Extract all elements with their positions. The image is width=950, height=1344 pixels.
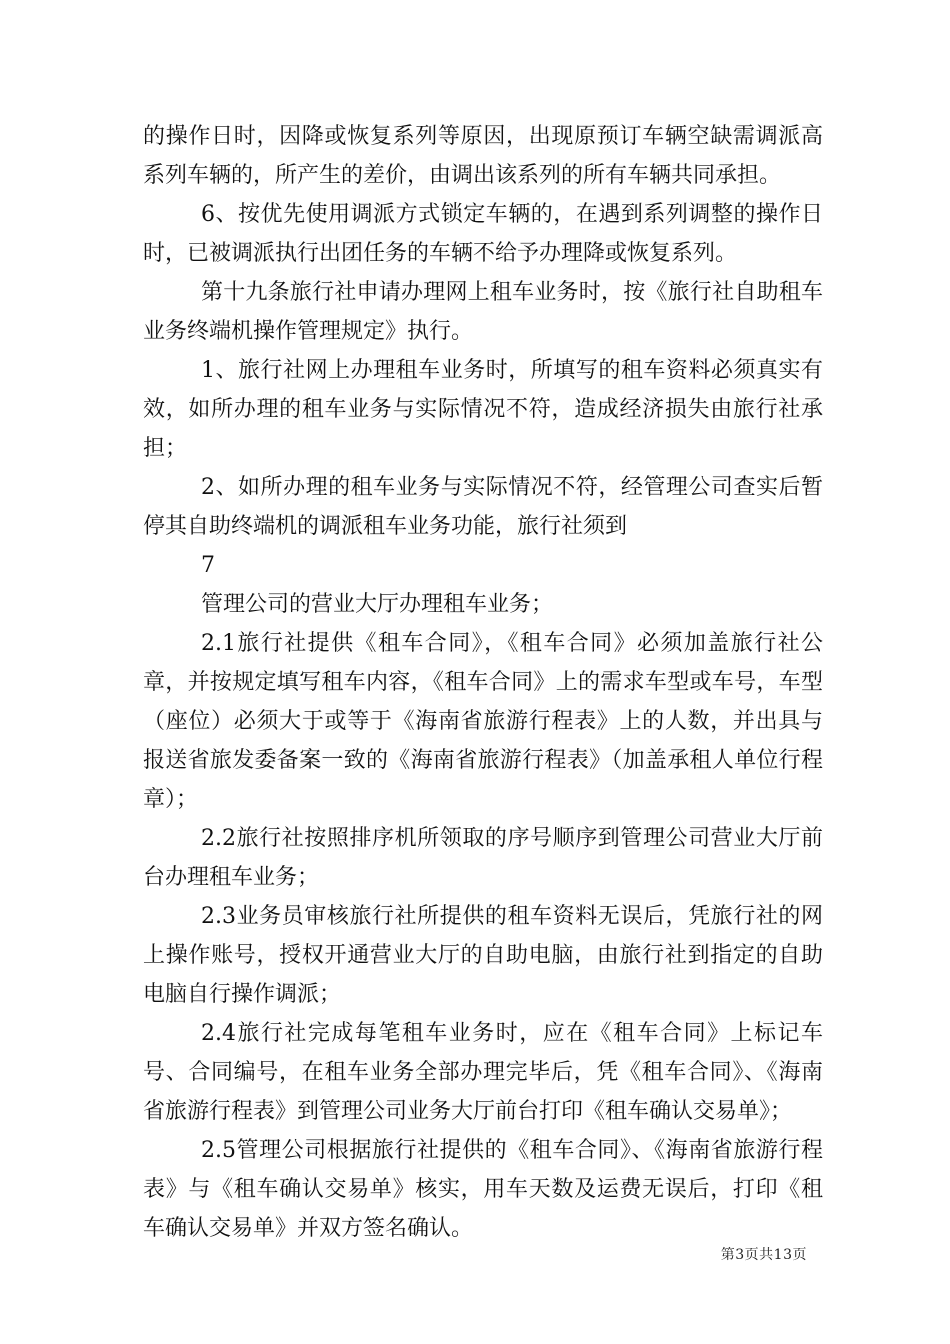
paragraph-article-19: 第十九条旅行社申请办理网上租车业务时，按《旅行社自助租车业务终端机操作管理规定》执行。 [143,280,823,344]
paragraph-item-2-5: 2.5管理公司根据旅行社提供的《租车合同》、《海南省旅游行程表》与《租车确认交易单》核实，用车天数及运费无误后，打印《租车确认交易单》并双方签名确认。 [143,1138,823,1241]
paragraph-item-2-continued: 管理公司的营业大厅办理租车业务； [201,592,554,617]
paragraph-continuation: 的操作日时，因降或恢复系列等原因，出现原预订车辆空缺需调派高系列车辆的，所产生的差价，由调出该系列的所有车辆共同承担。 [143,124,823,188]
paragraph-item-2-4: 2.4旅行社完成每笔租车业务时，应在《租车合同》上标记车号、合同编号，在租车业务全部办理完毕后，凭《租车合同》、《海南省旅游行程表》到管理公司业务大厅前台打印《租车确认交易单》； [143,1021,823,1124]
paragraph-item-1: 1、旅行社网上办理租车业务时，所填写的租车资料必须真实有效，如所办理的租车业务与实际情况不符，造成经济损失由旅行社承担； [143,358,823,461]
page-footer: 第3页共13页 [720,1247,807,1263]
paragraph-item-6: 6、按优先使用调派方式锁定车辆的，在遇到系列调整的操作日时，已被调派执行出团任务的车辆不给予办理降或恢复系列。 [143,202,823,266]
inline-page-number: 7 [201,553,215,578]
document-body [143,117,823,1248]
paragraph-item-2-3: 2.3业务员审核旅行社所提供的租车资料无误后，凭旅行社的网上操作账号，授权开通营业大厅的自助电脑，由旅行社到指定的自助电脑自行操作调派； [143,904,823,1007]
paragraph-item-2-1: 2.1旅行社提供《租车合同》，《租车合同》必须加盖旅行社公章，并按规定填写租车内容，《租车合同》上的需求车型或车号，车型（座位）必须大于或等于《海南省旅游行程表》上的人数，并出具与报送省旅发委备案一致的《海南省旅游行程表》（加盖承租人单位行程章）； [143,631,823,812]
paragraph-item-2-2: 2.2旅行社按照排序机所领取的序号顺序到管理公司营业大厅前台办理租车业务； [143,826,823,890]
paragraph-item-2: 2、如所办理的租车业务与实际情况不符，经管理公司查实后暂停其自助终端机的调派租车业务功能，旅行社须到 [143,475,823,539]
